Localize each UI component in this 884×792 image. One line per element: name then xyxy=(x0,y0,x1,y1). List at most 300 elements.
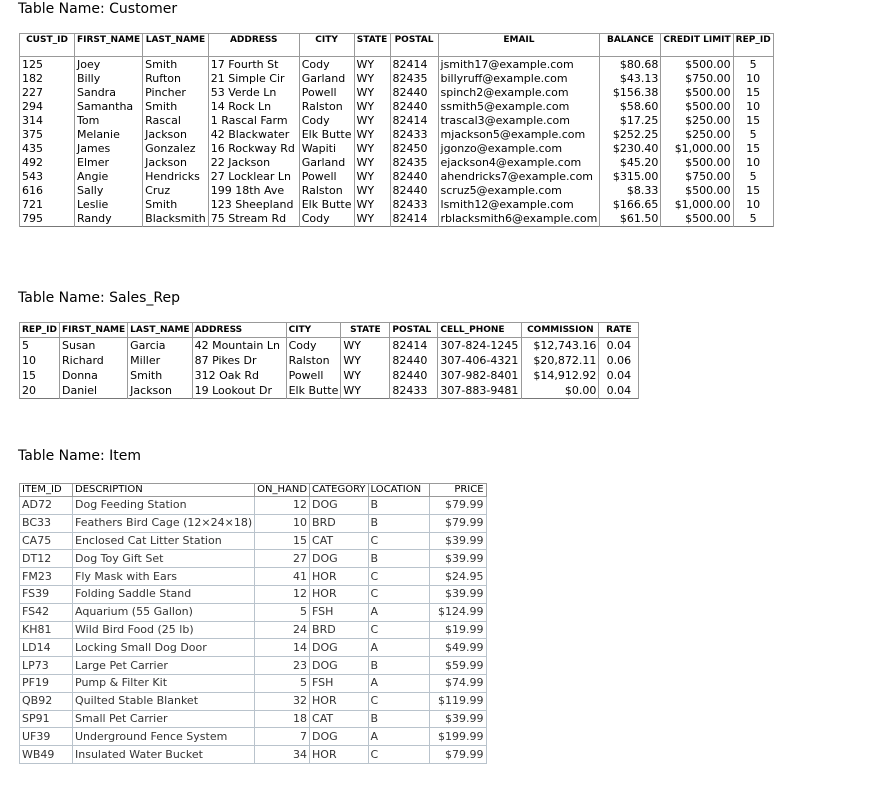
sales-rep-column-header: STATE xyxy=(341,323,390,338)
customer-cell: Leslie xyxy=(75,198,143,212)
item-cell: $124.99 xyxy=(429,603,486,621)
customer-cell: Elk Butte xyxy=(299,128,354,142)
customer-cell: $1,000.00 xyxy=(661,142,733,156)
item-cell: Underground Fence System xyxy=(73,728,255,746)
customer-cell: $500.00 xyxy=(661,100,733,114)
sales-rep-cell: $0.00 xyxy=(522,383,599,399)
item-cell: 23 xyxy=(255,657,310,675)
customer-cell: 182 xyxy=(20,72,75,86)
customer-cell: Powell xyxy=(299,86,354,100)
item-cell: $49.99 xyxy=(429,639,486,657)
customer-cell: Jackson xyxy=(143,128,209,142)
customer-cell: WY xyxy=(354,212,390,227)
sales-rep-cell: Powell xyxy=(286,368,341,383)
customer-cell: 5 xyxy=(733,212,773,227)
item-cell: DT12 xyxy=(20,550,73,568)
customer-cell: $500.00 xyxy=(661,86,733,100)
item-cell: QB92 xyxy=(20,692,73,710)
item-cell: DOG xyxy=(310,728,369,746)
customer-cell: WY xyxy=(354,114,390,128)
sales-rep-column-header: CITY xyxy=(286,323,341,338)
item-cell: $19.99 xyxy=(429,621,486,639)
sales-rep-column-header: COMMISSION xyxy=(522,323,599,338)
item-column-header: PRICE xyxy=(429,484,486,497)
sales-rep-cell: Miller xyxy=(128,353,192,368)
customer-cell: Ralston xyxy=(299,100,354,114)
item-cell: 24 xyxy=(255,621,310,639)
customer-cell: 435 xyxy=(20,142,75,156)
sales-rep-cell: 307-883-9481 xyxy=(438,383,522,399)
customer-column-header: EMAIL xyxy=(438,34,600,57)
customer-cell: Samantha xyxy=(75,100,143,114)
customer-cell: 10 xyxy=(733,72,773,86)
sales-rep-cell: 42 Mountain Ln xyxy=(192,338,286,354)
item-row xyxy=(20,728,487,746)
customer-cell: 82414 xyxy=(390,57,438,73)
sales-rep-cell: 87 Pikes Dr xyxy=(192,353,286,368)
customer-cell: mjackson5@example.com xyxy=(438,128,600,142)
sales-rep-column-header: CELL_PHONE xyxy=(438,323,522,338)
customer-row xyxy=(20,114,774,128)
customer-cell: Garland xyxy=(299,156,354,170)
sales-rep-cell: 0.04 xyxy=(599,368,639,383)
customer-cell: jgonzo@example.com xyxy=(438,142,600,156)
sales-rep-cell: 82440 xyxy=(390,368,438,383)
customer-cell: 82433 xyxy=(390,128,438,142)
customer-row xyxy=(20,184,774,198)
sales-rep-cell: WY xyxy=(341,368,390,383)
customer-cell: $58.60 xyxy=(600,100,661,114)
item-cell: $39.99 xyxy=(429,710,486,728)
customer-cell: Elmer xyxy=(75,156,143,170)
sales-rep-column-header: POSTAL xyxy=(390,323,438,338)
customer-cell: WY xyxy=(354,170,390,184)
item-cell: C xyxy=(368,746,429,764)
customer-table-title: Table Name: Customer xyxy=(18,1,178,17)
customer-column-header: FIRST_NAME xyxy=(75,34,143,57)
customer-cell: 1 Rascal Farm xyxy=(208,114,299,128)
sales-rep-cell: 15 xyxy=(20,368,60,383)
customer-cell: Rascal xyxy=(143,114,209,128)
item-cell: A xyxy=(368,639,429,657)
item-row xyxy=(20,514,487,532)
item-cell: CA75 xyxy=(20,532,73,550)
customer-cell: $17.25 xyxy=(600,114,661,128)
sales-rep-cell: Jackson xyxy=(128,383,192,399)
customer-cell: WY xyxy=(354,86,390,100)
item-cell: $119.99 xyxy=(429,692,486,710)
sales-rep-column-header: FIRST_NAME xyxy=(60,323,128,338)
sales-rep-cell: 82440 xyxy=(390,353,438,368)
customer-cell: Randy xyxy=(75,212,143,227)
sales-rep-cell: 307-982-8401 xyxy=(438,368,522,383)
item-cell: $74.99 xyxy=(429,674,486,692)
sales-rep-cell: Smith xyxy=(128,368,192,383)
customer-cell: Billy xyxy=(75,72,143,86)
customer-cell: $315.00 xyxy=(600,170,661,184)
customer-cell: WY xyxy=(354,156,390,170)
customer-cell: Smith xyxy=(143,100,209,114)
customer-cell: 375 xyxy=(20,128,75,142)
customer-cell: WY xyxy=(354,100,390,114)
item-cell: FM23 xyxy=(20,568,73,586)
item-cell: $39.99 xyxy=(429,585,486,603)
customer-cell: trascal3@example.com xyxy=(438,114,600,128)
customer-cell: spinch2@example.com xyxy=(438,86,600,100)
item-row xyxy=(20,710,487,728)
customer-cell: 15 xyxy=(733,86,773,100)
customer-cell: 543 xyxy=(20,170,75,184)
item-cell: HOR xyxy=(310,746,369,764)
customer-cell: 82450 xyxy=(390,142,438,156)
customer-cell: Cody xyxy=(299,57,354,73)
item-cell: $79.99 xyxy=(429,497,486,515)
item-cell: 15 xyxy=(255,532,310,550)
customer-cell: 82440 xyxy=(390,86,438,100)
item-cell: 27 xyxy=(255,550,310,568)
sales-rep-cell: Cody xyxy=(286,338,341,354)
customer-cell: WY xyxy=(354,198,390,212)
item-cell: HOR xyxy=(310,692,369,710)
item-column-header: LOCATION xyxy=(368,484,429,497)
sales-rep-cell: 20 xyxy=(20,383,60,399)
item-row xyxy=(20,497,487,515)
customer-cell: 5 xyxy=(733,57,773,73)
customer-cell: $80.68 xyxy=(600,57,661,73)
item-cell: DOG xyxy=(310,639,369,657)
customer-cell: ahendricks7@example.com xyxy=(438,170,600,184)
item-header-row xyxy=(20,484,487,497)
customer-cell: Rufton xyxy=(143,72,209,86)
sales-rep-table-title: Table Name: Sales_Rep xyxy=(18,290,180,306)
customer-column-header: LAST_NAME xyxy=(143,34,209,57)
customer-cell: $8.33 xyxy=(600,184,661,198)
customer-cell: 82440 xyxy=(390,100,438,114)
customer-cell: Tom xyxy=(75,114,143,128)
customer-cell: 125 xyxy=(20,57,75,73)
customer-cell: 82414 xyxy=(390,212,438,227)
item-cell: B xyxy=(368,514,429,532)
customer-column-header: CITY xyxy=(299,34,354,57)
customer-cell: WY xyxy=(354,128,390,142)
item-cell: $199.99 xyxy=(429,728,486,746)
customer-cell: Jackson xyxy=(143,156,209,170)
item-cell: C xyxy=(368,532,429,550)
sales-rep-row xyxy=(20,353,639,368)
customer-cell: $43.13 xyxy=(600,72,661,86)
item-cell: Wild Bird Food (25 lb) xyxy=(73,621,255,639)
item-row xyxy=(20,550,487,568)
item-row xyxy=(20,657,487,675)
sales-rep-cell: 312 Oak Rd xyxy=(192,368,286,383)
item-cell: FSH xyxy=(310,674,369,692)
item-cell: $39.99 xyxy=(429,532,486,550)
customer-cell: Pincher xyxy=(143,86,209,100)
customer-cell: 15 xyxy=(733,142,773,156)
item-cell: Fly Mask with Ears xyxy=(73,568,255,586)
customer-cell: $750.00 xyxy=(661,72,733,86)
customer-cell: 82414 xyxy=(390,114,438,128)
customer-cell: 17 Fourth St xyxy=(208,57,299,73)
customer-cell: 15 xyxy=(733,184,773,198)
customer-cell: $230.40 xyxy=(600,142,661,156)
item-cell: $39.99 xyxy=(429,550,486,568)
sales-rep-cell: 10 xyxy=(20,353,60,368)
sales-rep-column-header: LAST_NAME xyxy=(128,323,192,338)
customer-cell: 82435 xyxy=(390,156,438,170)
customer-cell: Garland xyxy=(299,72,354,86)
item-cell: FSH xyxy=(310,603,369,621)
customer-cell: 5 xyxy=(733,128,773,142)
item-cell: Feathers Bird Cage (12×24×18) xyxy=(73,514,255,532)
customer-cell: rblacksmith6@example.com xyxy=(438,212,600,227)
item-cell: A xyxy=(368,674,429,692)
sales-rep-cell: $20,872.11 xyxy=(522,353,599,368)
customer-cell: 123 Sheepland xyxy=(208,198,299,212)
sales-rep-cell: Donna xyxy=(60,368,128,383)
sales-rep-row xyxy=(20,368,639,383)
item-cell: BRD xyxy=(310,621,369,639)
sales-rep-row xyxy=(20,383,639,399)
item-cell: 14 xyxy=(255,639,310,657)
sales-rep-column-header: RATE xyxy=(599,323,639,338)
customer-cell: 42 Blackwater xyxy=(208,128,299,142)
sales-rep-column-header: REP_ID xyxy=(20,323,60,338)
item-cell: FS42 xyxy=(20,603,73,621)
customer-cell: James xyxy=(75,142,143,156)
item-cell: $59.99 xyxy=(429,657,486,675)
customer-row xyxy=(20,86,774,100)
sales-rep-cell: Ralston xyxy=(286,353,341,368)
item-cell: 12 xyxy=(255,497,310,515)
customer-cell: Elk Butte xyxy=(299,198,354,212)
item-cell: DOG xyxy=(310,550,369,568)
sales-rep-cell: 307-406-4321 xyxy=(438,353,522,368)
item-cell: LD14 xyxy=(20,639,73,657)
customer-column-header: POSTAL xyxy=(390,34,438,57)
customer-cell: Powell xyxy=(299,170,354,184)
customer-table xyxy=(19,33,774,227)
customer-cell: 15 xyxy=(733,114,773,128)
customer-cell: Wapiti xyxy=(299,142,354,156)
sales-rep-cell: $14,912.92 xyxy=(522,368,599,383)
customer-cell: scruz5@example.com xyxy=(438,184,600,198)
item-cell: 10 xyxy=(255,514,310,532)
item-cell: HOR xyxy=(310,568,369,586)
item-cell: Dog Feeding Station xyxy=(73,497,255,515)
item-cell: Aquarium (55 Gallon) xyxy=(73,603,255,621)
item-cell: CAT xyxy=(310,532,369,550)
customer-row xyxy=(20,57,774,73)
sales-rep-table xyxy=(19,322,639,399)
customer-cell: ssmith5@example.com xyxy=(438,100,600,114)
customer-cell: $1,000.00 xyxy=(661,198,733,212)
customer-cell: 27 Locklear Ln xyxy=(208,170,299,184)
customer-cell: 492 xyxy=(20,156,75,170)
customer-cell: 21 Simple Cir xyxy=(208,72,299,86)
customer-cell: 14 Rock Ln xyxy=(208,100,299,114)
item-row xyxy=(20,746,487,764)
item-cell: B xyxy=(368,497,429,515)
customer-cell: 721 xyxy=(20,198,75,212)
customer-cell: Angie xyxy=(75,170,143,184)
item-cell: Large Pet Carrier xyxy=(73,657,255,675)
customer-cell: Hendricks xyxy=(143,170,209,184)
item-cell: A xyxy=(368,603,429,621)
customer-cell: $500.00 xyxy=(661,212,733,227)
item-cell: 5 xyxy=(255,603,310,621)
item-column-header: CATEGORY xyxy=(310,484,369,497)
item-cell: Locking Small Dog Door xyxy=(73,639,255,657)
item-cell: Quilted Stable Blanket xyxy=(73,692,255,710)
customer-cell: Melanie xyxy=(75,128,143,142)
item-column-header: ON_HAND xyxy=(255,484,310,497)
customer-column-header: STATE xyxy=(354,34,390,57)
item-row xyxy=(20,674,487,692)
item-cell: $24.95 xyxy=(429,568,486,586)
customer-header-row xyxy=(20,34,774,57)
item-cell: KH81 xyxy=(20,621,73,639)
item-cell: B xyxy=(368,657,429,675)
customer-cell: 82435 xyxy=(390,72,438,86)
sales-rep-cell: Susan xyxy=(60,338,128,354)
item-cell: AD72 xyxy=(20,497,73,515)
sales-rep-cell: $12,743.16 xyxy=(522,338,599,354)
item-cell: 41 xyxy=(255,568,310,586)
sales-rep-cell: 307-824-1245 xyxy=(438,338,522,354)
item-cell: Enclosed Cat Litter Station xyxy=(73,532,255,550)
customer-column-header: CUST_ID xyxy=(20,34,75,57)
customer-row xyxy=(20,100,774,114)
customer-cell: 82440 xyxy=(390,170,438,184)
item-cell: UF39 xyxy=(20,728,73,746)
item-row xyxy=(20,692,487,710)
sales-rep-cell: Elk Butte xyxy=(286,383,341,399)
item-table-body xyxy=(20,497,487,764)
customer-column-header: ADDRESS xyxy=(208,34,299,57)
item-cell: C xyxy=(368,585,429,603)
sales-rep-cell: 82433 xyxy=(390,383,438,399)
customer-cell: 10 xyxy=(733,100,773,114)
customer-cell: $45.20 xyxy=(600,156,661,170)
item-cell: A xyxy=(368,728,429,746)
sales-rep-cell: 19 Lookout Dr xyxy=(192,383,286,399)
item-table-title: Table Name: Item xyxy=(18,448,141,464)
item-cell: B xyxy=(368,550,429,568)
customer-row xyxy=(20,212,774,227)
sales-rep-row xyxy=(20,338,639,354)
customer-cell: WY xyxy=(354,57,390,73)
item-row xyxy=(20,639,487,657)
customer-cell: $750.00 xyxy=(661,170,733,184)
item-cell: Dog Toy Gift Set xyxy=(73,550,255,568)
customer-cell: 82440 xyxy=(390,184,438,198)
item-cell: BC33 xyxy=(20,514,73,532)
customer-cell: lsmith12@example.com xyxy=(438,198,600,212)
item-cell: 32 xyxy=(255,692,310,710)
item-cell: BRD xyxy=(310,514,369,532)
customer-cell: WY xyxy=(354,184,390,198)
customer-cell: 22 Jackson xyxy=(208,156,299,170)
customer-cell: Sally xyxy=(75,184,143,198)
item-cell: Small Pet Carrier xyxy=(73,710,255,728)
customer-cell: Blacksmith xyxy=(143,212,209,227)
customer-cell: jsmith17@example.com xyxy=(438,57,600,73)
sales-rep-column-header: ADDRESS xyxy=(192,323,286,338)
item-row xyxy=(20,568,487,586)
customer-cell: billyruff@example.com xyxy=(438,72,600,86)
customer-column-header: REP_ID xyxy=(733,34,773,57)
item-cell: 5 xyxy=(255,674,310,692)
sales-rep-cell: 0.04 xyxy=(599,338,639,354)
sales-rep-cell: 0.04 xyxy=(599,383,639,399)
customer-cell: $250.00 xyxy=(661,128,733,142)
customer-row xyxy=(20,72,774,86)
item-cell: PF19 xyxy=(20,674,73,692)
customer-cell: 227 xyxy=(20,86,75,100)
customer-cell: Gonzalez xyxy=(143,142,209,156)
item-cell: 18 xyxy=(255,710,310,728)
customer-cell: Sandra xyxy=(75,86,143,100)
item-cell: FS39 xyxy=(20,585,73,603)
item-cell: 7 xyxy=(255,728,310,746)
customer-cell: $61.50 xyxy=(600,212,661,227)
item-cell: LP73 xyxy=(20,657,73,675)
sales-rep-cell: 82414 xyxy=(390,338,438,354)
item-row xyxy=(20,532,487,550)
customer-cell: $500.00 xyxy=(661,156,733,170)
customer-cell: ejackson4@example.com xyxy=(438,156,600,170)
item-cell: 12 xyxy=(255,585,310,603)
customer-cell: 16 Rockway Rd xyxy=(208,142,299,156)
customer-cell: $252.25 xyxy=(600,128,661,142)
sales-rep-cell: Garcia xyxy=(128,338,192,354)
item-table xyxy=(19,483,487,764)
customer-cell: $500.00 xyxy=(661,57,733,73)
item-cell: Pump & Filter Kit xyxy=(73,674,255,692)
customer-row xyxy=(20,142,774,156)
sales-rep-cell: 5 xyxy=(20,338,60,354)
item-column-header: DESCRIPTION xyxy=(73,484,255,497)
sales-rep-cell: Richard xyxy=(60,353,128,368)
sales-rep-cell: Daniel xyxy=(60,383,128,399)
customer-cell: WY xyxy=(354,72,390,86)
sales-rep-table-body xyxy=(20,338,639,399)
item-cell: $79.99 xyxy=(429,746,486,764)
item-cell: 34 xyxy=(255,746,310,764)
item-cell: CAT xyxy=(310,710,369,728)
item-row xyxy=(20,603,487,621)
item-cell: SP91 xyxy=(20,710,73,728)
customer-cell: 5 xyxy=(733,170,773,184)
item-cell: HOR xyxy=(310,585,369,603)
customer-cell: $166.65 xyxy=(600,198,661,212)
customer-cell: 795 xyxy=(20,212,75,227)
customer-cell: 53 Verde Ln xyxy=(208,86,299,100)
customer-cell: 75 Stream Rd xyxy=(208,212,299,227)
customer-row xyxy=(20,170,774,184)
item-row xyxy=(20,585,487,603)
customer-cell: 199 18th Ave xyxy=(208,184,299,198)
customer-cell: Smith xyxy=(143,198,209,212)
customer-cell: $250.00 xyxy=(661,114,733,128)
item-cell: WB49 xyxy=(20,746,73,764)
customer-cell: $500.00 xyxy=(661,184,733,198)
item-cell: Insulated Water Bucket xyxy=(73,746,255,764)
customer-cell: Ralston xyxy=(299,184,354,198)
customer-column-header: BALANCE xyxy=(600,34,661,57)
item-cell: Folding Saddle Stand xyxy=(73,585,255,603)
